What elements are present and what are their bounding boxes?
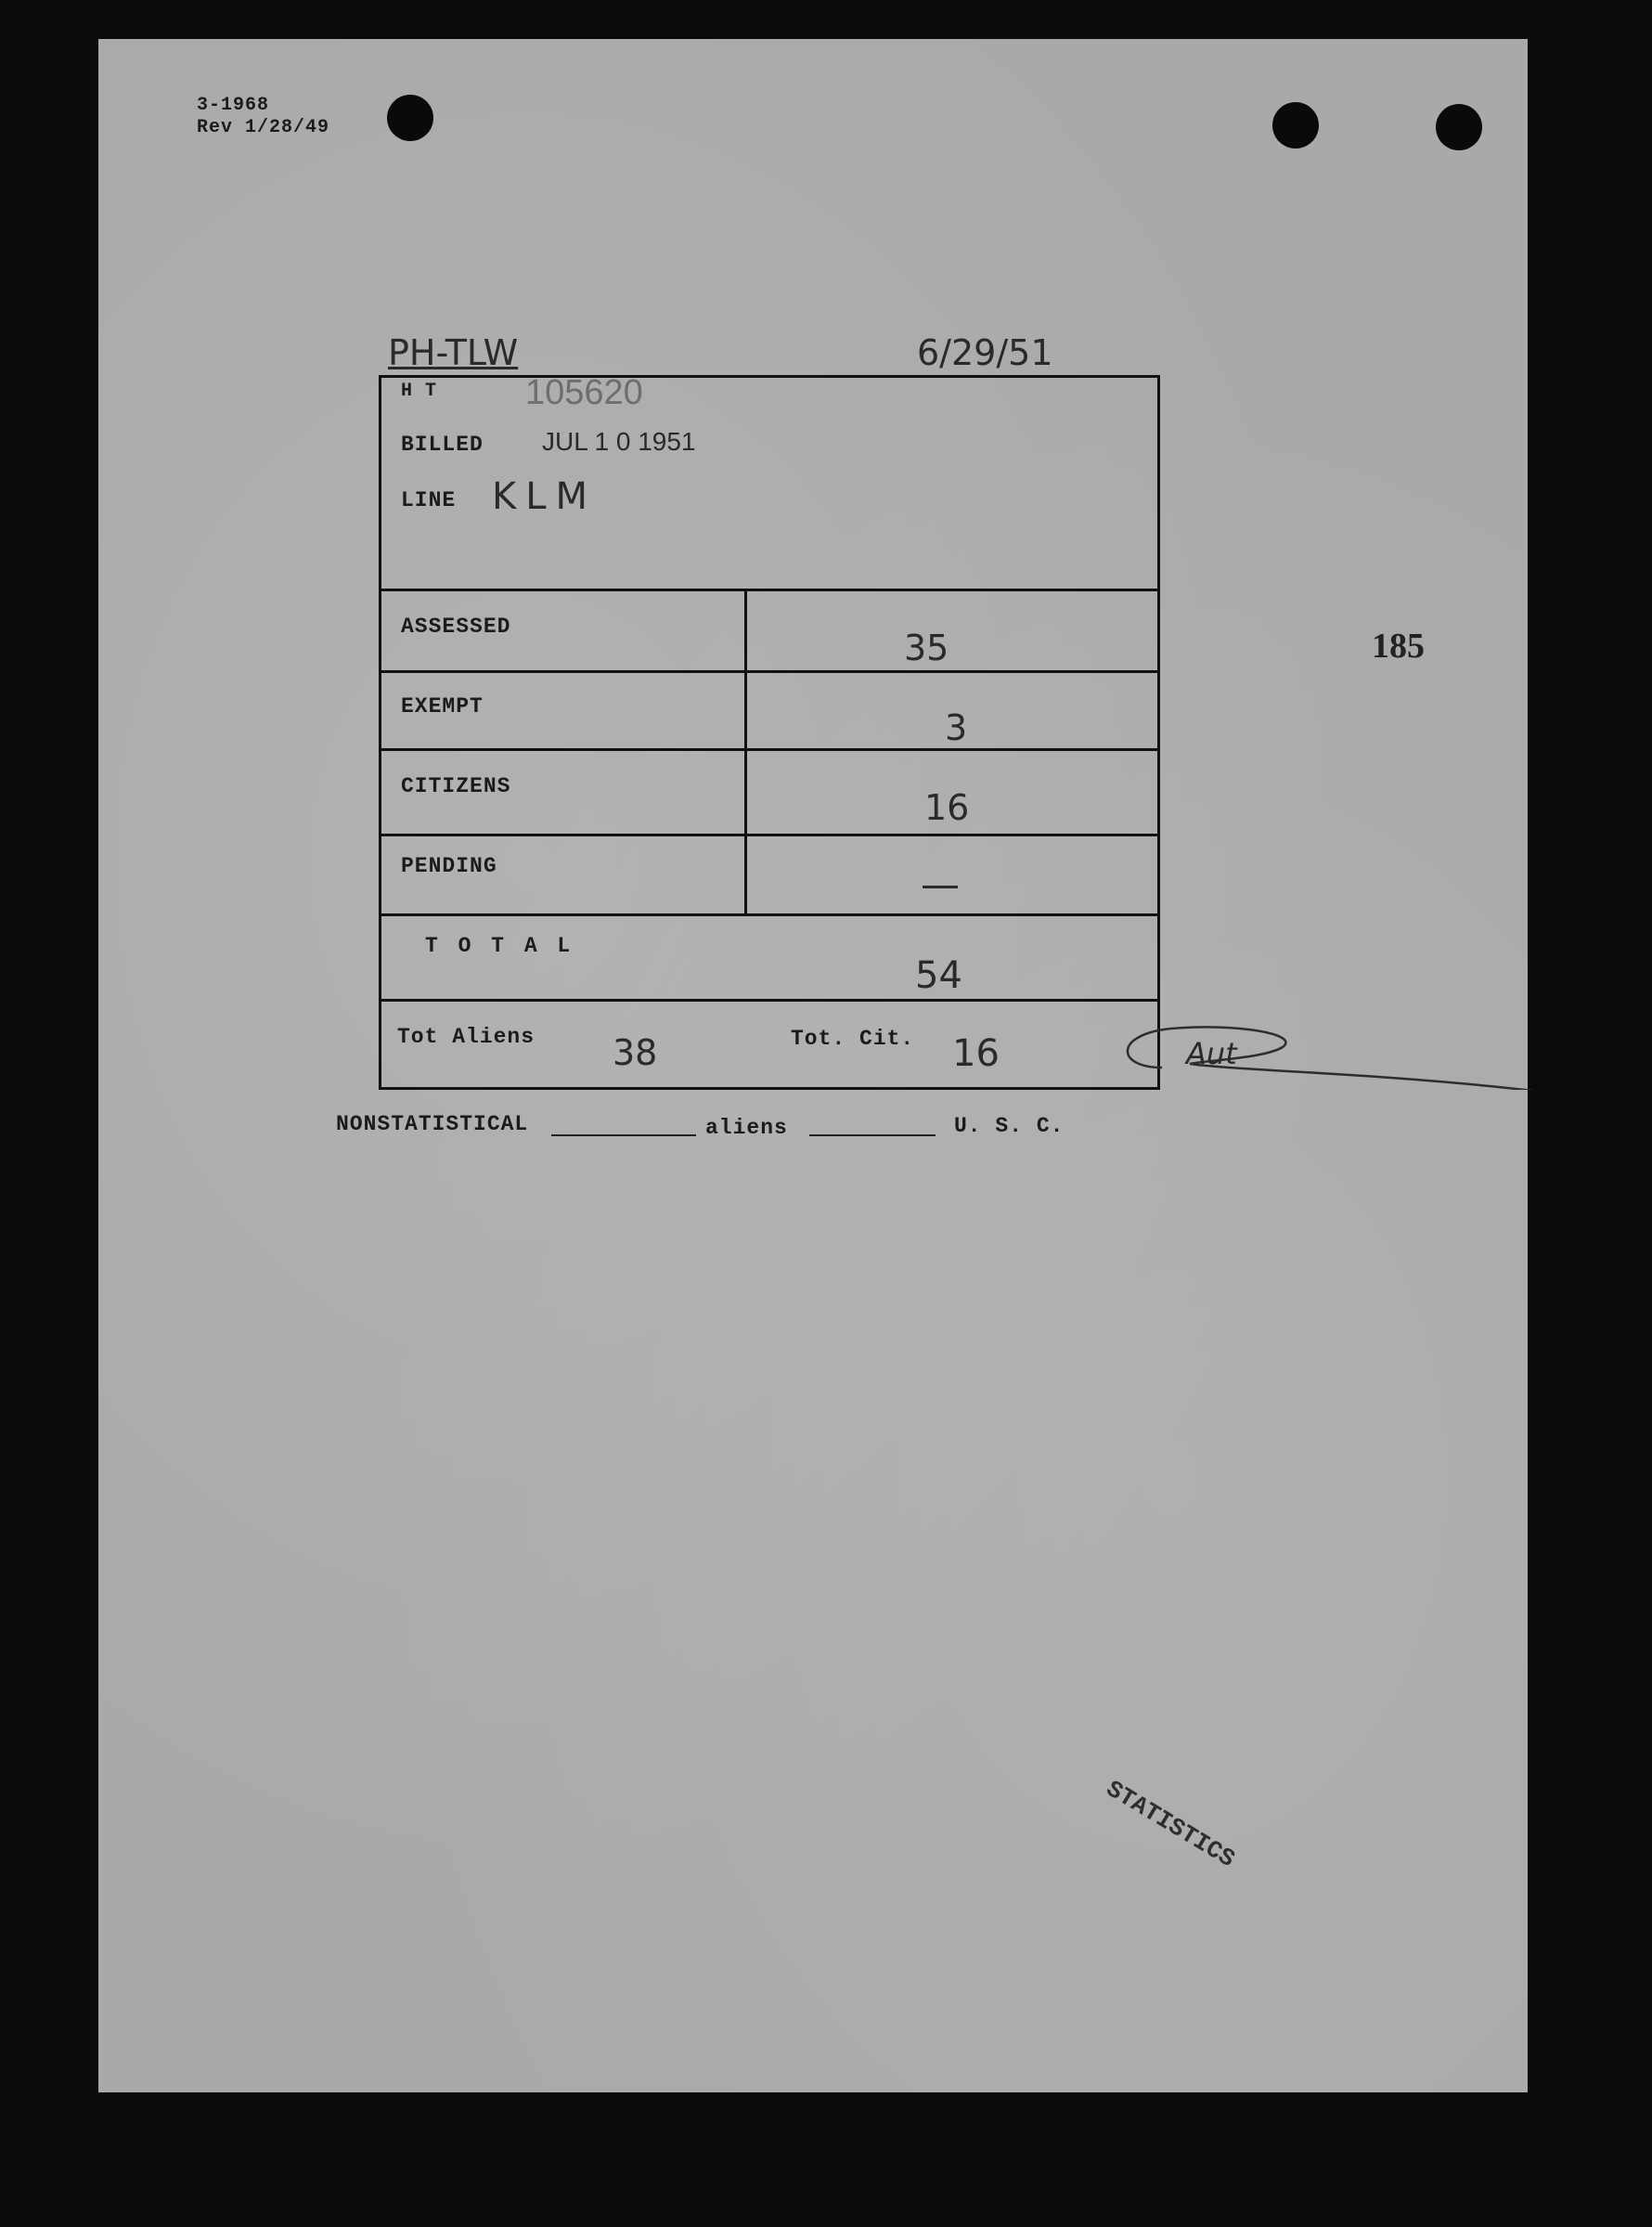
billed-label: BILLED: [401, 433, 484, 457]
nonstatistical-usc-label: U. S. C.: [954, 1114, 1065, 1138]
page-number: 185: [1372, 627, 1425, 666]
total-aliens-value: 38: [613, 1032, 658, 1073]
row-label-assessed: ASSESSED: [401, 615, 511, 639]
table-divider: [379, 913, 1160, 916]
table-divider: [379, 748, 1160, 751]
table-divider: [379, 999, 1160, 1002]
initials: Aut: [1186, 1036, 1237, 1071]
form-number: 3-1968: [197, 95, 270, 116]
total-citizens-label: Tot. Cit.: [791, 1027, 915, 1051]
total-citizens-value: 16: [952, 1032, 1000, 1075]
billed-date: JUL 1 0 1951: [542, 427, 696, 456]
row-value-assessed: 35: [904, 628, 949, 668]
statistics-stamp: STATISTICS: [1101, 1775, 1240, 1874]
punch-hole-right: [1436, 104, 1482, 150]
row-value-exempt: 3: [945, 707, 968, 748]
line-value: KLM: [492, 475, 598, 518]
port-code-annotation: PH-TLW: [388, 332, 519, 373]
punch-hole-middle: [1272, 102, 1319, 149]
nonstatistical-label: NONSTATISTICAL: [336, 1112, 529, 1136]
total-aliens-label: Tot Aliens: [397, 1025, 536, 1049]
row-value-pending: —: [921, 861, 960, 907]
row-value-citizens: 16: [924, 787, 970, 828]
initials-loop: [1106, 1016, 1561, 1090]
line-label: LINE: [401, 488, 457, 512]
table-divider: [379, 589, 1160, 591]
total-label: T O T A L: [425, 934, 574, 958]
total-value: 54: [915, 954, 962, 997]
row-label-citizens: CITIZENS: [401, 774, 511, 798]
row-label-pending: PENDING: [401, 854, 497, 878]
ht-label: H T: [401, 381, 438, 402]
nonstatistical-blank: [551, 1134, 696, 1136]
nonstatistical-aliens-blank: [809, 1134, 936, 1136]
row-label-exempt: EXEMPT: [401, 694, 484, 719]
table-column-divider: [744, 589, 747, 913]
punch-hole-left: [387, 95, 433, 141]
form-revision: Rev 1/28/49: [197, 117, 330, 138]
date-annotation: 6/29/51: [917, 332, 1053, 373]
ht-number: 105620: [525, 373, 643, 412]
nonstatistical-aliens-label: aliens: [705, 1116, 788, 1140]
document-page: [98, 39, 1528, 2092]
table-divider: [379, 834, 1160, 836]
table-divider: [379, 670, 1160, 673]
